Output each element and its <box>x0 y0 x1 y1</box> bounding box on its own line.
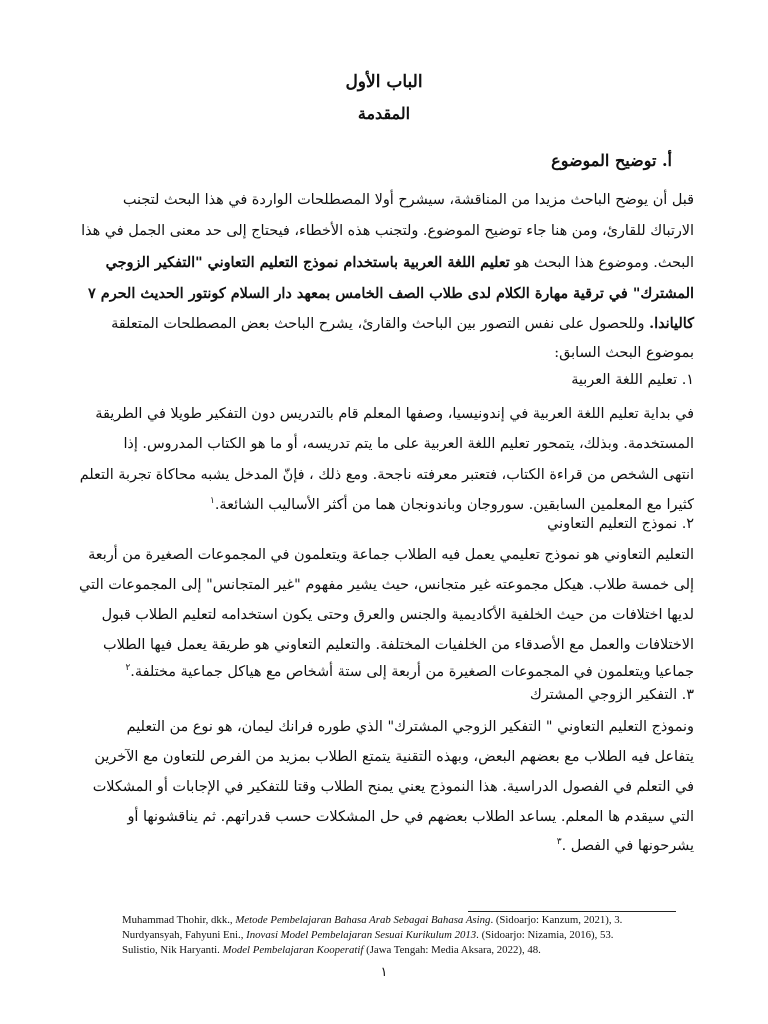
footnote-book-title: Metode Pembelajaran Bahasa Arab Sebagai Bahasa Asing <box>235 914 491 926</box>
paragraph-line: التي سيقدم ها المعلم. يساعد الطلاب بعضهم في حل المشكلات حسب قدراتهم. ثم يناقشونها أو <box>127 809 694 825</box>
list-item-heading: ٣. التفكير الزوجي المشترك <box>529 687 694 703</box>
plain-text: كثيرا مع المعلمين السابقين. سوروجان وباندونجان هما من أكثر الأساليب الشائعة. <box>214 496 694 513</box>
paragraph-line: المستخدمة. وبذلك، يتمحور تعليم اللغة العربية على ما يتم تدريسه، أو ما هو الكتاب المدروس. إذا <box>123 436 694 452</box>
paragraph-line: التعليم التعاوني هو نموذج تعليمي يعمل فيه الطلاب جماعة ويتعلمون في المجموعات الصغيرة من أربعة <box>88 547 694 563</box>
paragraph-line: في التعلم في الفصول الدراسية. هذا النموذج يعني يمنح الطلاب وقتا للتفكير في الإجابات أو المشكلات <box>92 779 694 795</box>
paragraph-line: قبل أن يوضح الباحث مزيدا من المناقشة، سيشرح أولا المصطلحات الواردة في هذا البحث لتجنب <box>122 192 694 208</box>
bold-title-text: تعليم اللغة العربية باستخدام نموذج التعليم التعاوني "التفكير الزوجي <box>105 254 510 271</box>
paragraph-line: لديها اختلافات من حيث الخلفية الأكاديمية والجنس والعرق وحتى يكون استخدامه لتعليم الطلاب قبول <box>101 607 694 623</box>
plain-text: جماعيا ويتعلمون في المجموعات الصغيرة من أربعة إلى ستة أشخاص مع هياكل جماعية مختلفة. <box>130 663 694 680</box>
chapter-heading: الباب الأول <box>345 72 423 92</box>
footnote-separator <box>468 911 676 912</box>
paragraph-line <box>74 663 694 681</box>
footnote-author: Sulistio, Nik Haryanti. <box>122 944 223 956</box>
paragraph-line: الارتباك للقارئ، ومن هنا جاء توضيح الموضوع. ولتجنب هذه الأخطاء، فيحتاج إلى حد معنى الجمل في هذا <box>81 223 694 239</box>
section-heading: أ. توضيح الموضوع <box>551 151 672 170</box>
list-item-heading: ٢. نموذج التعليم التعاوني <box>547 516 694 532</box>
footnote-author: Muhammad Thohir, dkk., <box>122 914 236 926</box>
footnote-marker: ٣ <box>556 837 562 847</box>
paragraph-line: ونموذج التعليم التعاوني " التفكير الزوجي المشترك" الذي طوره فرانك ليمان، هو نوع من التعليم <box>126 719 694 735</box>
paragraph-line <box>74 837 694 855</box>
paragraph-line <box>74 254 694 272</box>
footnote <box>122 914 622 926</box>
footnote <box>122 944 541 956</box>
paragraph-line: إلى خمسة طلاب. هيكل مجموعته غير متجانس، حيث يشير مفهوم "غير المتجانس" إلى المجموعات التي <box>79 577 694 593</box>
footnote-marker: ١ <box>210 496 215 506</box>
paragraph-line: بموضوع البحث السابق: <box>554 345 694 361</box>
paragraph-line: يتفاعل فيه الطلاب مع بعضهم البعض، وبهذه التقنية يتمتع الطلاب بمزيد من الفرص للتعاون مع الآخرين <box>94 749 694 765</box>
footnote-author: Nurdyansyah, Fahyuni Eni., <box>122 929 247 941</box>
bold-title-text: المشترك" في ترقية مهارة الكلام لدى طلاب الصف الخامس بمعهد دار السلام كونتور الحديث الحرم ٧ <box>88 285 694 302</box>
chapter-title: المقدمة <box>357 104 411 123</box>
footnote <box>122 929 614 941</box>
page-number: ١ <box>380 965 388 980</box>
footnote-publication: . (Sidoarjo: Nizamia, 2016), 53. <box>476 929 614 941</box>
plain-text: يشرحونها في الفصل . <box>561 837 694 854</box>
footnote-book-title: Inovasi Model Pembelajaran Sesuai Kurikulum 2013 <box>246 929 477 941</box>
footnote-publication: . (Sidoarjo: Kanzum, 2021), 3. <box>490 914 623 926</box>
paragraph-line <box>74 496 694 514</box>
paragraph-line: الاختلافات والعمل مع الأصدقاء من الخلفيات المختلفة. والتعليم التعاوني هو طريقة يعمل فيها الطلاب <box>103 637 694 653</box>
footnote-book-title: Model Pembelajaran Kooperatif <box>222 944 364 956</box>
footnote-publication: (Jawa Tengah: Media Aksara, 2022), 48. <box>363 944 541 956</box>
paragraph-line <box>74 315 694 333</box>
plain-text: البحث. وموضوع هذا البحث هو <box>509 255 694 271</box>
paragraph-line <box>74 285 694 303</box>
paragraph-line: انتهى الشخص من قراءة الكتاب، فتعتبر معرفته ناجحة. ومع ذلك ، فإنّ المدخل يشبه محاكاة تجربة التعلم <box>79 467 694 483</box>
footnote-marker: ٢ <box>125 663 131 673</box>
bold-title-text: كالياندا. <box>649 315 694 332</box>
paragraph-line: في بداية تعليم اللغة العربية في إندونيسيا، وصفها المعلم قام بالتدريس دون التفكير طويلا في الطريقة <box>95 406 694 422</box>
plain-text: وللحصول على نفس التصور بين الباحث والقارئ، يشرح الباحث بعض المصطلحات المتعلقة <box>111 316 650 332</box>
list-item-heading: ١. تعليم اللغة العربية <box>571 372 694 388</box>
